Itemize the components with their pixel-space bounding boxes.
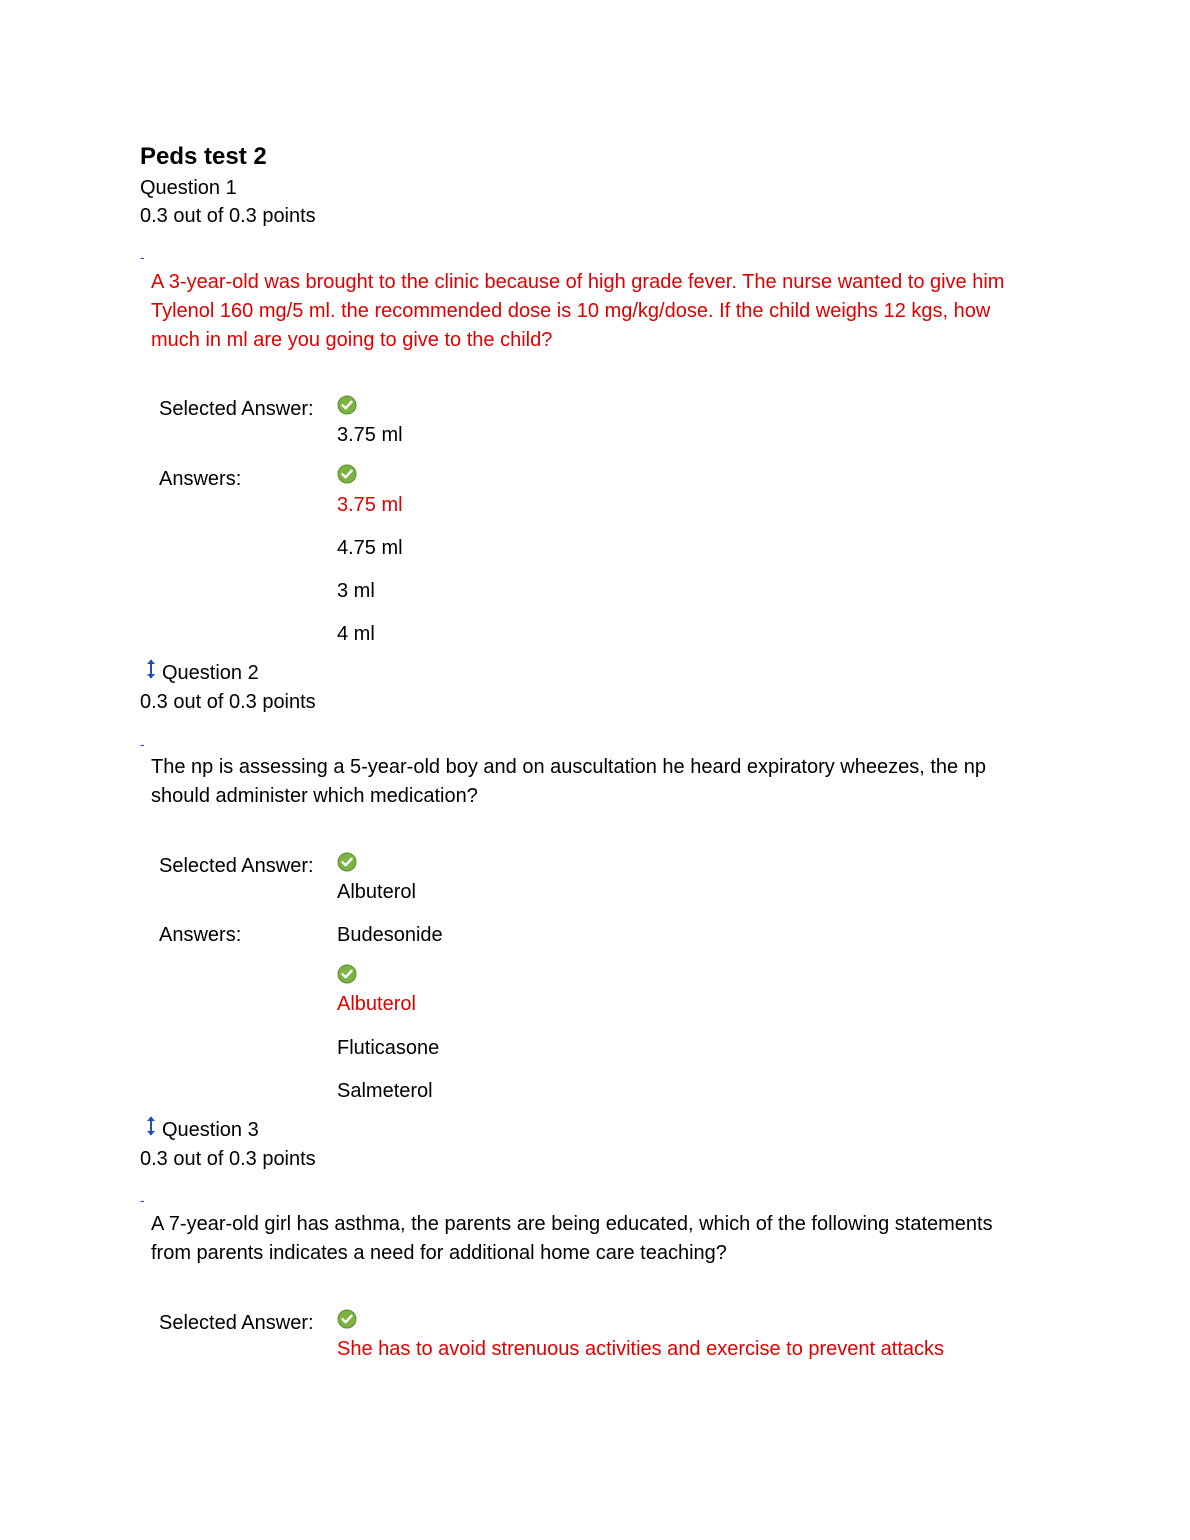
question-3-toggle[interactable]: - (140, 1192, 145, 1208)
question-2-text: The np is assessing a 5-year-old boy and on auscultation he heard expiratory wheezes, the np should administer which medication? (151, 756, 986, 807)
check-circle-icon (337, 464, 357, 484)
question-2-toggle[interactable]: - (140, 736, 145, 752)
question-1-selected-value: 3.75 ml (337, 424, 403, 446)
question-3-selected-label: Selected Answer: (159, 1312, 314, 1334)
question-1-answer: 4 ml (337, 623, 375, 645)
question-1-heading: Question 1 (140, 177, 237, 199)
question-3-points: 0.3 out of 0.3 points (140, 1148, 316, 1170)
question-3-selected-value: She has to avoid strenuous activities and exercise to prevent attacks (337, 1338, 945, 1360)
question-2-answers-label: Answers: (159, 924, 242, 946)
check-circle-icon (337, 964, 357, 984)
question-1-answer: 3 ml (337, 580, 375, 602)
question-1-selected-label: Selected Answer: (159, 398, 314, 420)
question-3-heading: Question 3 (162, 1119, 259, 1141)
check-circle-icon (337, 1309, 357, 1329)
question-1-answer-correct: 3.75 ml (337, 494, 403, 516)
page-title: Peds test 2 (140, 143, 267, 170)
question-3-text: A 7-year-old girl has asthma, the parents are being educated, which of the following statements from parents indicates a need for additional home care teaching? (151, 1213, 993, 1264)
question-2-points: 0.3 out of 0.3 points (140, 691, 316, 713)
question-2-answer: Budesonide (337, 924, 443, 946)
question-2-answer-correct: Albuterol (337, 993, 416, 1015)
question-2-selected-value: Albuterol (337, 881, 416, 903)
question-1-answer: 4.75 ml (337, 537, 403, 559)
up-down-arrow-icon[interactable] (144, 1115, 158, 1137)
up-down-arrow-icon[interactable] (144, 658, 158, 680)
check-circle-icon (337, 395, 357, 415)
question-2-selected-label: Selected Answer: (159, 855, 314, 877)
question-2-heading: Question 2 (162, 662, 259, 684)
question-1-points: 0.3 out of 0.3 points (140, 205, 316, 227)
question-1-text: A 3-year-old was brought to the clinic because of high grade fever. The nurse wanted to give him Tylenol 160 mg/5 ml. the recommended dose is 10 mg/kg/dose. If the child weighs 12 kgs, how much in ml are you going to give to the child? (151, 271, 1005, 351)
question-1-toggle[interactable]: - (140, 249, 145, 265)
question-1-answers-label: Answers: (159, 468, 242, 490)
check-circle-icon (337, 852, 357, 872)
question-2-answer: Salmeterol (337, 1080, 433, 1102)
question-2-answer: Fluticasone (337, 1037, 440, 1059)
